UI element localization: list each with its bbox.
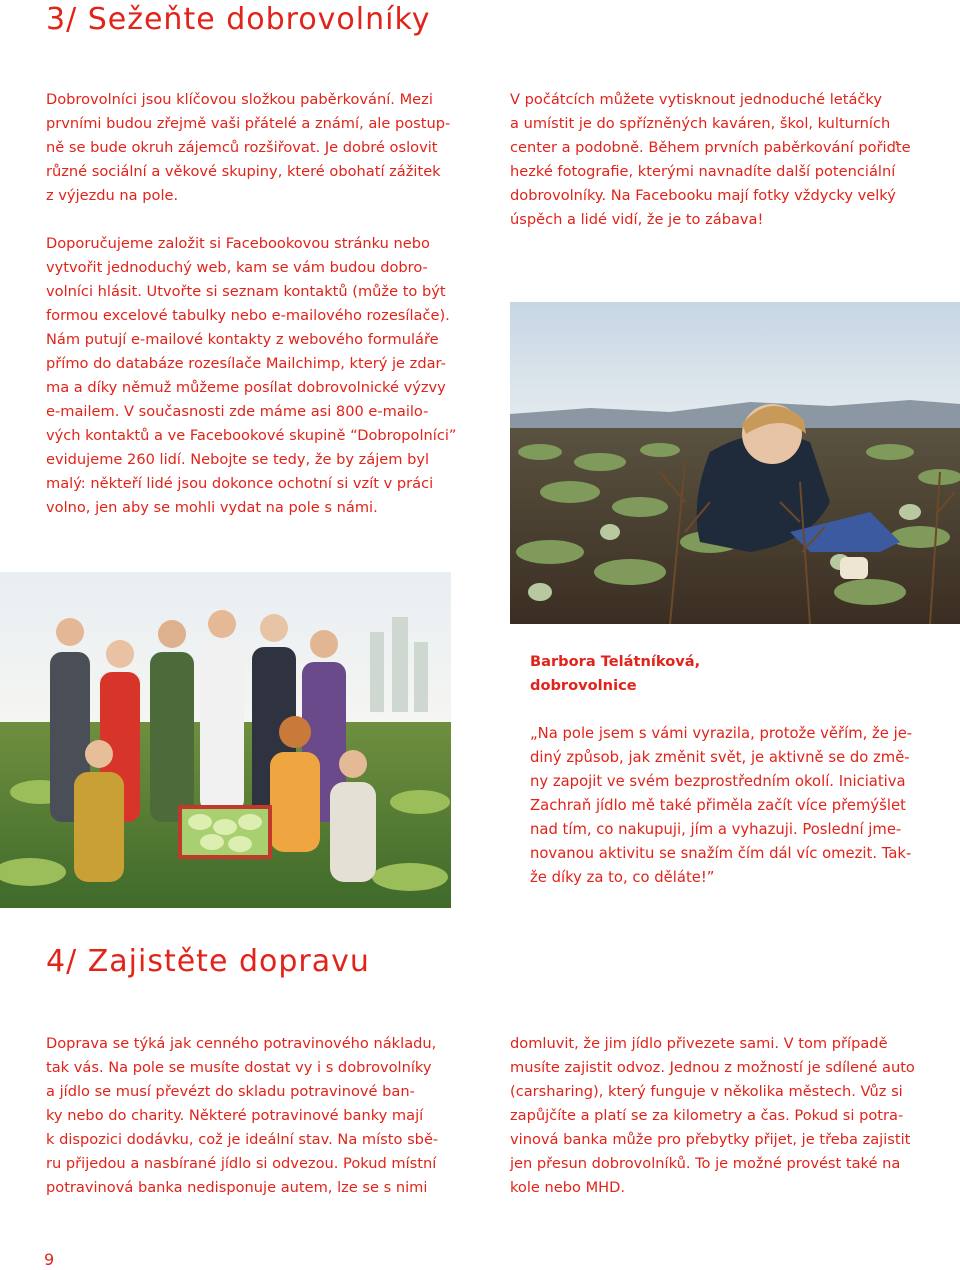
volunteer-field-photo <box>510 302 960 624</box>
text-line: nad tím, co nakupuji, jím a vyhazuji. Poslední jme- <box>530 821 902 838</box>
text-line: kole nebo MHD. <box>510 1179 626 1196</box>
volunteers-contacts-paragraph <box>46 232 456 520</box>
volunteers-intro-paragraph <box>46 88 450 208</box>
text-line: Dobrovolníci jsou klíčovou složkou paběrkování. Mezi <box>46 91 433 108</box>
text-line: domluvit, že jim jídlo přivezete sami. V tom případě <box>510 1035 888 1052</box>
quote-author-name: Barbora Telátníková, dobrovolnice <box>530 653 701 694</box>
text-line: z výjezdu na pole. <box>46 187 179 204</box>
text-line: ru přijedou a nasbírané jídlo si odvezou. Pokud místní <box>46 1155 437 1172</box>
text-line: „Na pole jsem s vámi vyrazila, protože věřím, že je- <box>530 725 913 742</box>
text-line: diný způsob, jak změnit svět, je aktivně se do změ- <box>530 749 910 766</box>
text-line: ny zapojit ve svém bezprostředním okolí. Iniciativa <box>530 773 906 790</box>
section-heading-volunteers: 3/ Sežeňte dobrovolníky <box>46 2 431 37</box>
text-line: úspěch a lidé vidí, že je to zábava! <box>510 211 764 228</box>
text-line: formou excelové tabulky nebo e-mailového rozesílače). <box>46 307 450 324</box>
text-line: V počátcích můžete vytisknout jednoduché letáčky <box>510 91 882 108</box>
page-number: 9 <box>44 1250 55 1269</box>
section-heading-transport: 4/ Zajistěte dopravu <box>46 944 370 979</box>
text-line: Nám putují e-mailové kontakty z webového formuláře <box>46 331 439 348</box>
text-line: ky nebo do charity. Některé potravinové banky mají <box>46 1107 424 1124</box>
text-line: musíte zajistit odvoz. Jednou z možností je sdílené auto <box>510 1059 915 1076</box>
text-line: malý: někteří lidé jsou dokonce ochotní si vzít v práci <box>46 475 434 492</box>
text-line: ně se bude okruh zájemců rozšiřovat. Je dobré oslovit <box>46 139 438 156</box>
text-line: e-mailem. V současnosti zde máme asi 800 e-mailo- <box>46 403 429 420</box>
text-line: a jídlo se musí převézt do skladu potravinové ban- <box>46 1083 415 1100</box>
text-line: ma a díky němuž můžeme posílat dobrovolnické výzvy <box>46 379 446 396</box>
transport-paragraph-right <box>510 1032 915 1200</box>
text-line: k dispozici dodávku, což je ideální stav. Na místo sbě- <box>46 1131 439 1148</box>
text-line: prvními budou zřejmě vaši přátelé a známí, ale postup- <box>46 115 451 132</box>
volunteers-group-photo <box>0 572 451 908</box>
text-line: evidujeme 260 lidí. Nebojte se tedy, že by zájem byl <box>46 451 430 468</box>
text-line: že díky za to, co děláte!” <box>530 869 715 886</box>
text-line: volno, jen aby se mohli vydat na pole s námi. <box>46 499 378 516</box>
text-line: Doprava se týká jak cenného potravinového nákladu, <box>46 1035 437 1052</box>
text-line: dobrovolníky. Na Facebooku mají fotky vždycky velký <box>510 187 896 204</box>
volunteer-quote <box>530 722 912 890</box>
text-line: vytvořit jednoduchý web, kam se vám budou dobro- <box>46 259 428 276</box>
text-line: novanou aktivitu se snažím čím dál víc omezit. Tak- <box>530 845 912 862</box>
text-line: vinová banka může pro přebytky přijet, je třeba zajistit <box>510 1131 911 1148</box>
volunteers-promo-paragraph <box>510 88 911 232</box>
transport-paragraph-left <box>46 1032 438 1200</box>
text-line: jen přesun dobrovolníků. To je možné provést také na <box>510 1155 901 1172</box>
text-line: volníci hlásit. Utvořte si seznam kontaktů (může to být <box>46 283 446 300</box>
text-line: různé sociální a věkové skupiny, které obohatí zážitek <box>46 163 441 180</box>
text-line: center a podobně. Během prvních paběrkování pořiďte <box>510 139 911 156</box>
text-line: potravinová banka nedisponuje autem, lze se s nimi <box>46 1179 428 1196</box>
text-line: hezké fotografie, kterými navnadíte další potenciální <box>510 163 896 180</box>
text-line: vých kontaktů a ve Facebookové skupině “Dobropolníci” <box>46 427 457 444</box>
text-line: přímo do databáze rozesílače Mailchimp, který je zdar- <box>46 355 446 372</box>
text-line: tak vás. Na pole se musíte dostat vy i s dobrovolníky <box>46 1059 432 1076</box>
text-line: zapůjčíte a platí se za kilometry a čas. Pokud si potra- <box>510 1107 904 1124</box>
text-line: (carsharing), který funguje v několika městech. Vůz si <box>510 1083 903 1100</box>
text-line: Zachraň jídlo mě také přiměla začít více přemýšlet <box>530 797 906 814</box>
text-line: Doporučujeme založit si Facebookovou stránku nebo <box>46 235 430 252</box>
text-line: a umístit je do spřízněných kaváren, škol, kulturních <box>510 115 891 132</box>
